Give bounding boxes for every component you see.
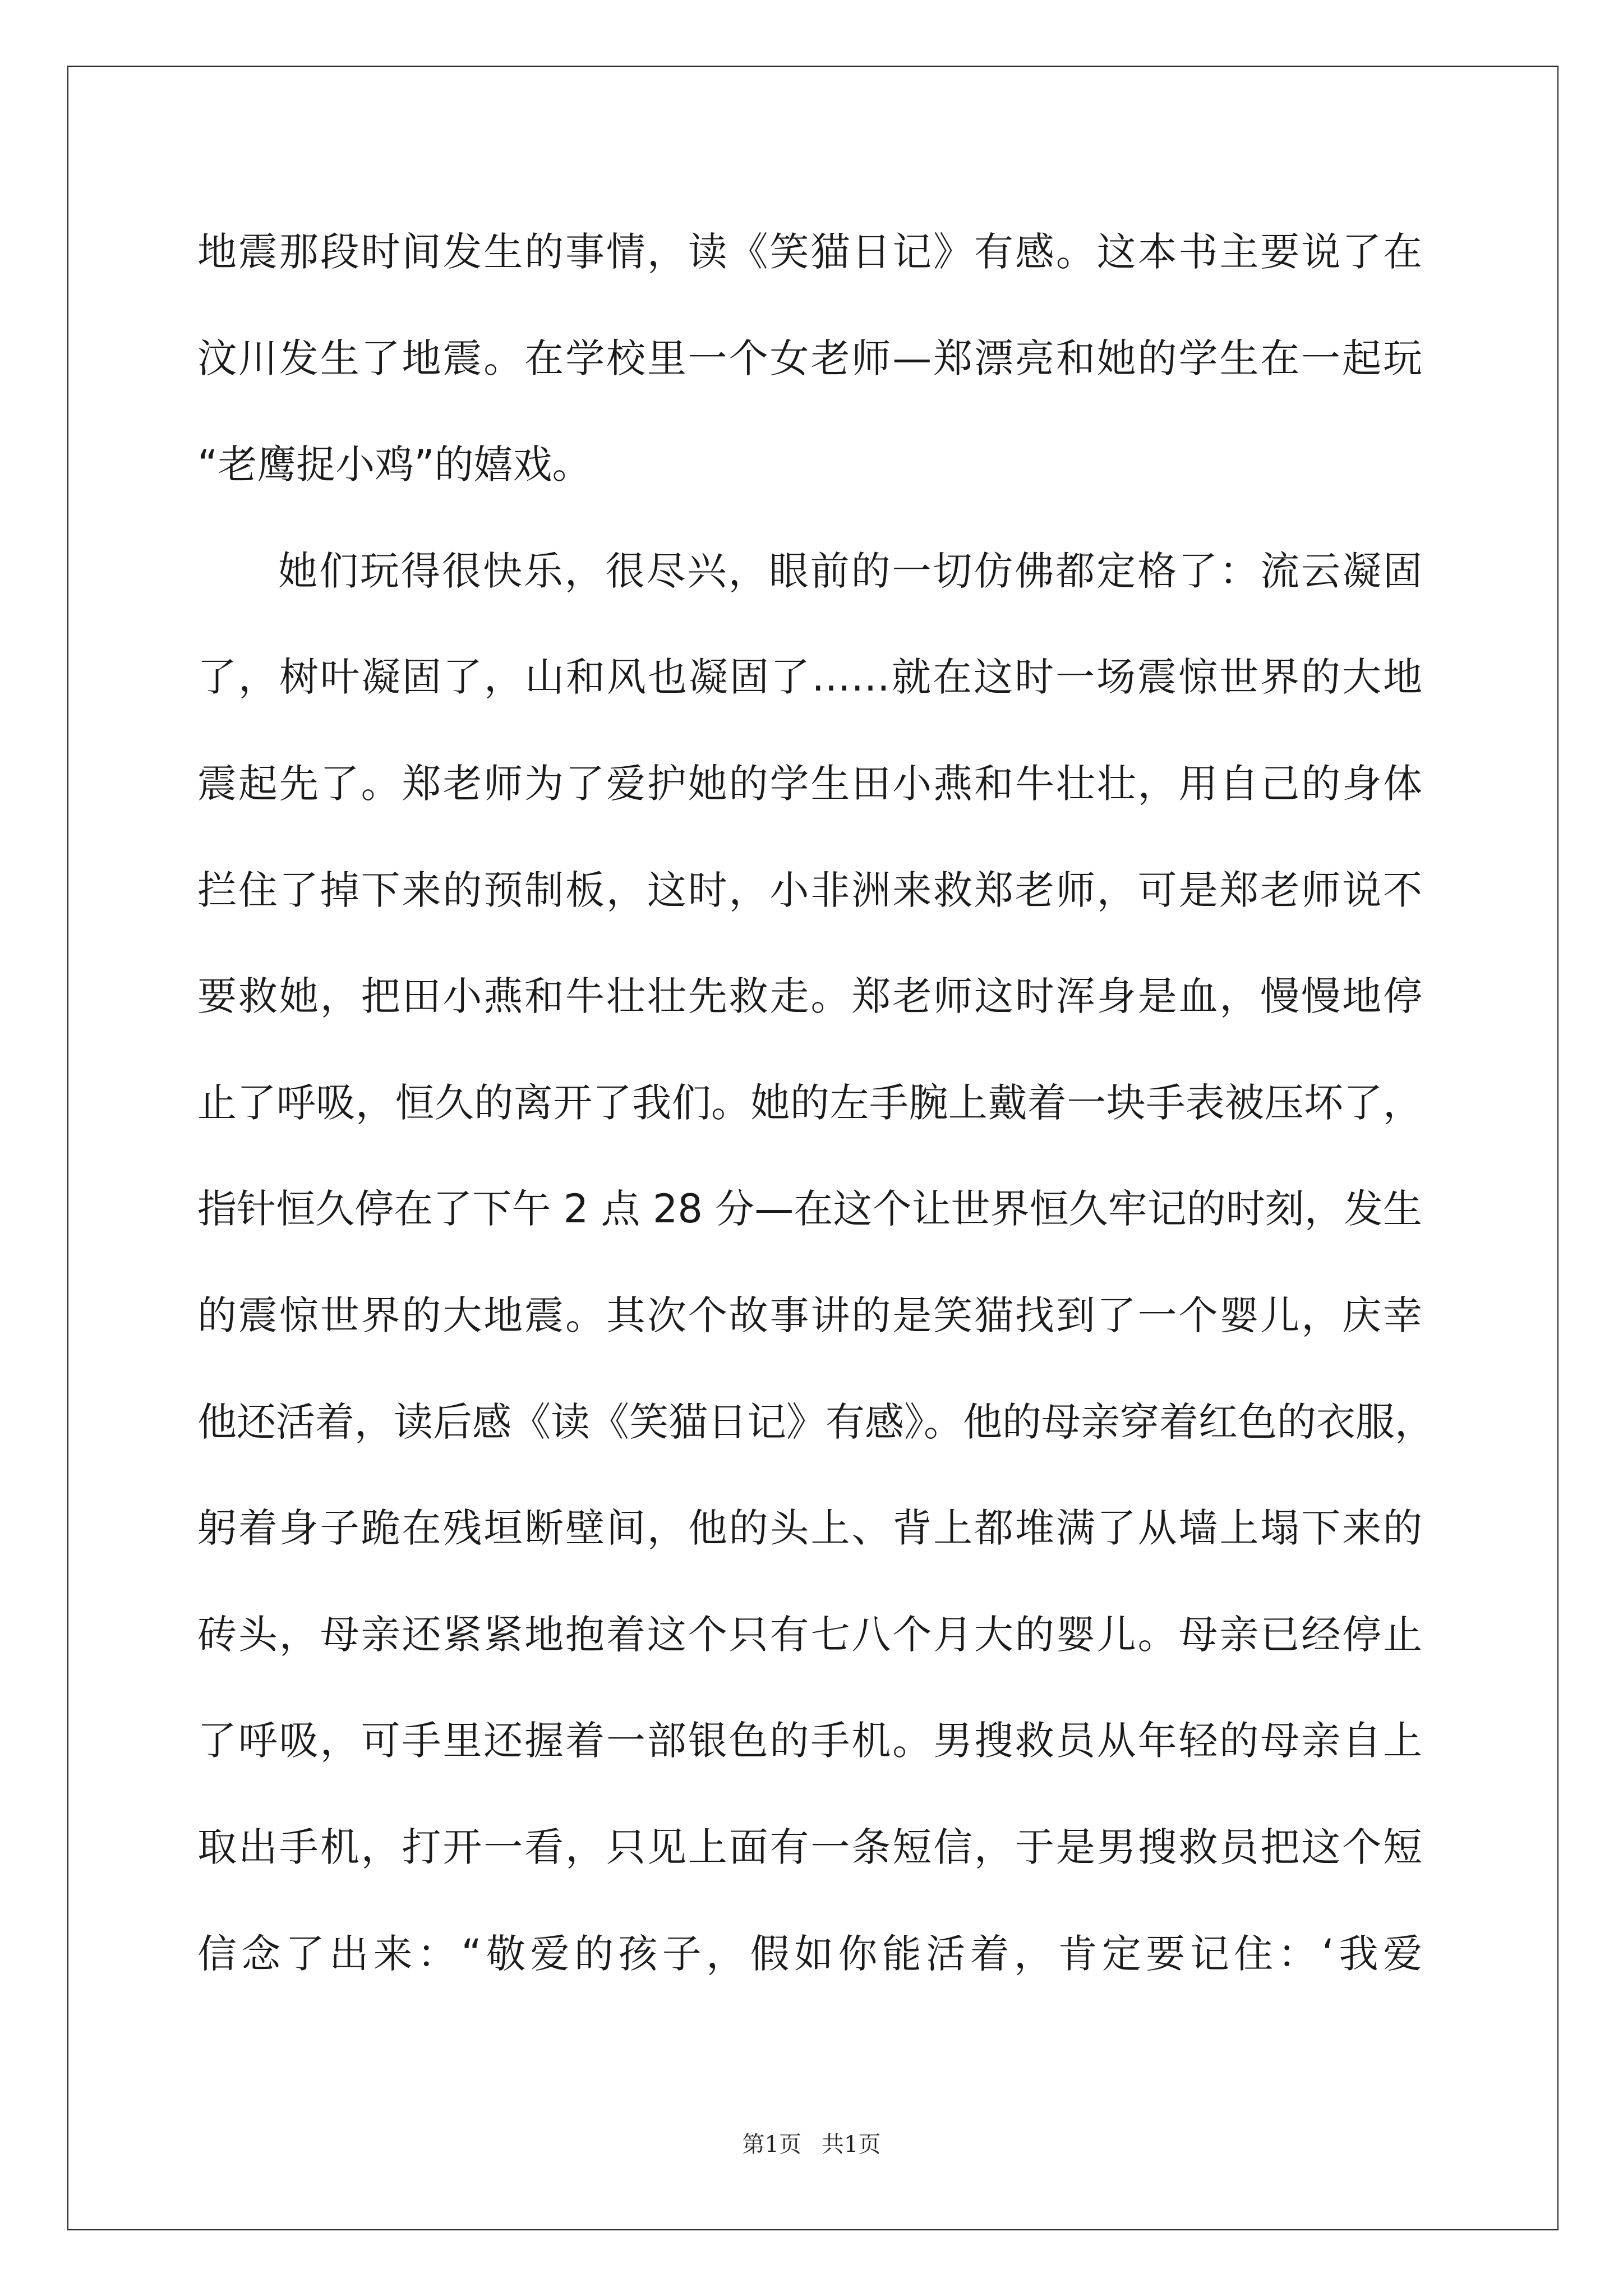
text-line: 了呼吸，可手里还握着一部银色的手机。男搜救员从年轻的母亲自上 [197,1718,1422,1764]
text-line: 砖头，母亲还紧紧地抱着这个只有七八个月大的婴儿。母亲已经停止 [197,1612,1422,1658]
paragraph-start-line: 她们玩得很快乐，很尽兴，眼前的一切仿佛都定格了：流云凝固 [278,548,1422,594]
text-line: 指针恒久停在了下午 2 点 28 分—在这个让世界恒久牢记的时刻，发生 [197,1186,1422,1232]
page-total: 共1页 [822,2132,881,2157]
text-line: 震起先了。郑老师为了爱护她的学生田小燕和牛壮壮，用自己的身体 [197,761,1422,807]
page-number: 第1页 [742,2132,801,2157]
text-line: 止了呼吸，恒久的离开了我们。她的左手腕上戴着一块手表被压坏了， [197,1080,1422,1126]
text-line: 要救她，把田小燕和牛壮壮先救走。郑老师这时浑身是血，慢慢地停 [197,973,1422,1019]
text-line: 信念了出来：“敬爱的孩子，假如你能活着，肯定要记住：‘我爱 [197,1931,1422,1977]
page-footer [0,2131,1623,2159]
text-line: 的震惊世界的大地震。其次个故事讲的是笑猫找到了一个婴儿，庆幸 [197,1292,1422,1338]
text-line: 了，树叶凝固了，山和风也凝固了……就在这时一场震惊世界的大地 [197,654,1422,700]
page-border [67,66,1559,2230]
text-line: 拦住了掉下来的预制板，这时，小非洲来救郑老师，可是郑老师说不 [197,867,1422,913]
text-line: 地震那段时间发生的事情，读《笑猫日记》有感。这本书主要说了在 [197,229,1422,275]
text-line: 躬着身子跪在残垣断壁间，他的头上、背上都堆满了从墙上塌下来的 [197,1505,1422,1551]
text-line: 汶川发生了地震。在学校里一个女老师—郑漂亮和她的学生在一起玩 [197,335,1422,381]
text-line: “老鹰捉小鸡”的嬉戏。 [197,441,592,487]
text-line: 他还活着，读后感《读《笑猫日记》有感》。他的母亲穿着红色的衣服， [197,1399,1434,1445]
text-line: 取出手机，打开一看，只见上面有一条短信，于是男搜救员把这个短 [197,1824,1422,1870]
